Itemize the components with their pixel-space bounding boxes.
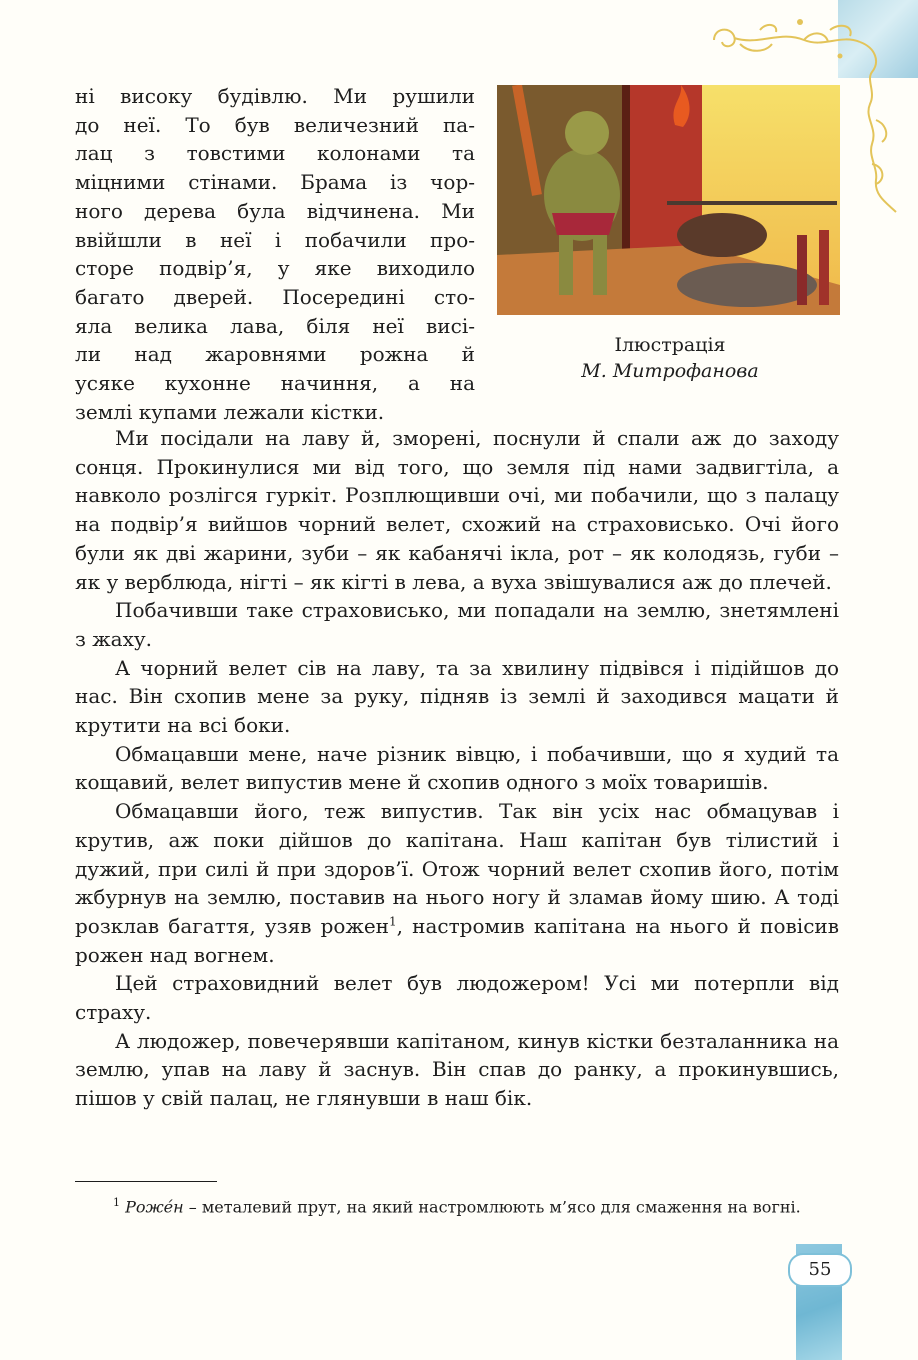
- paragraph-with-footnote: [75, 797, 839, 969]
- paragraph-text: Обмацавши його, теж випустив. Так він усіх нас обмацував і крутив, аж поки дійшов до капітана. Наш капітан був тілистий і дужий, при силі й при здоров’ї. Отож чорний велет схопив його, потім жбурнув на землю, поставив на нього ногу й зламав йому шию. А тоді розклав багаття, узяв рожен: [75, 799, 839, 938]
- footnote-marker: 1: [113, 1196, 120, 1209]
- paragraph: Ми посідали на лаву й, зморені, поснули й спали аж до заходу сонця. Прокинулися ми від того, що земля під нами задвигтіла, а навколо розлігся гуркіт. Розплющивши очі, ми побачили, що з палацу на подвір’я вийшов чорний велет, схожий на страховисько. Очі його були як дві жарини, зуби – як кабанячі ікла, рот – як колодязь, губи – як у верблюда, нігті – як кігті в лева, а вуха звішувалися аж до плечей.: [75, 426, 839, 594]
- text-line: ні високу будівлю. Ми рушили: [75, 84, 475, 108]
- illustration-image: [497, 85, 840, 315]
- paragraph: А людожер, повечерявши капітаном, кинув кістки безталанника на землю, упав на лаву й заснув. Він спав до ранку, а прокинувшись, пішов у свій палац, не глянувши в наш бік.: [75, 1028, 839, 1111]
- paragraph-text-tail: , настромив капітана на нього й повісив рожен над вогнем.: [75, 913, 839, 967]
- text-line: ного дерева була відчинена. Ми: [75, 198, 475, 223]
- page-number: 55: [788, 1253, 852, 1287]
- text-line: усяке кухонне начиння, а на: [75, 371, 475, 396]
- text-line: міцними стінами. Брама із чор-: [75, 170, 475, 195]
- text-line: до неї. То був величезний па-: [75, 112, 475, 137]
- text-line: яла велика лава, біля неї висі-: [75, 313, 475, 338]
- footnote-term: Роже́н: [125, 1197, 184, 1217]
- text-line: ли над жаровнями рожна й: [75, 342, 475, 367]
- paragraph: Цей страховидний велет був людожером! Усі ми потерпли від страху.: [75, 971, 839, 1025]
- body-text: [75, 424, 839, 1113]
- footnote: [75, 1190, 839, 1219]
- text-line: землі купами лежали кістки.: [75, 399, 385, 424]
- footnote-ref[interactable]: 1: [389, 914, 397, 929]
- paragraph: А чорний велет сів на лаву, та за хвилину підвівся і підійшов до нас. Він схопив мене за руку, підняв із землі й заходився мацати й крутити на всі боки.: [75, 655, 839, 738]
- text-line: ввійшли в неї і побачили про-: [75, 227, 475, 252]
- paragraph: Обмацавши мене, наче різник вівцю, і побачивши, що я худий та кощавий, велет випустив мене й схопив одного з моїх товаришів.: [75, 741, 839, 795]
- text-line: сторе подвір’я, у яке виходило: [75, 256, 475, 281]
- text-line: лац з товстими колонами та: [75, 141, 475, 166]
- narrow-column-text: [75, 82, 475, 426]
- caption-title: Ілюстрація: [614, 334, 726, 356]
- illustration-caption: [540, 332, 800, 384]
- footnote-text: – металевий прут, на який настромлюють м’ясо для смаження на вогні.: [183, 1197, 801, 1217]
- paragraph: Побачивши таке страховисько, ми попадали на землю, знетямлені з жаху.: [75, 598, 839, 651]
- text-line: багато дверей. Посередині сто-: [75, 284, 475, 309]
- caption-author: М. Митрофанова: [581, 360, 759, 382]
- footnote-divider: [75, 1181, 217, 1182]
- giant-illustration: [497, 85, 840, 315]
